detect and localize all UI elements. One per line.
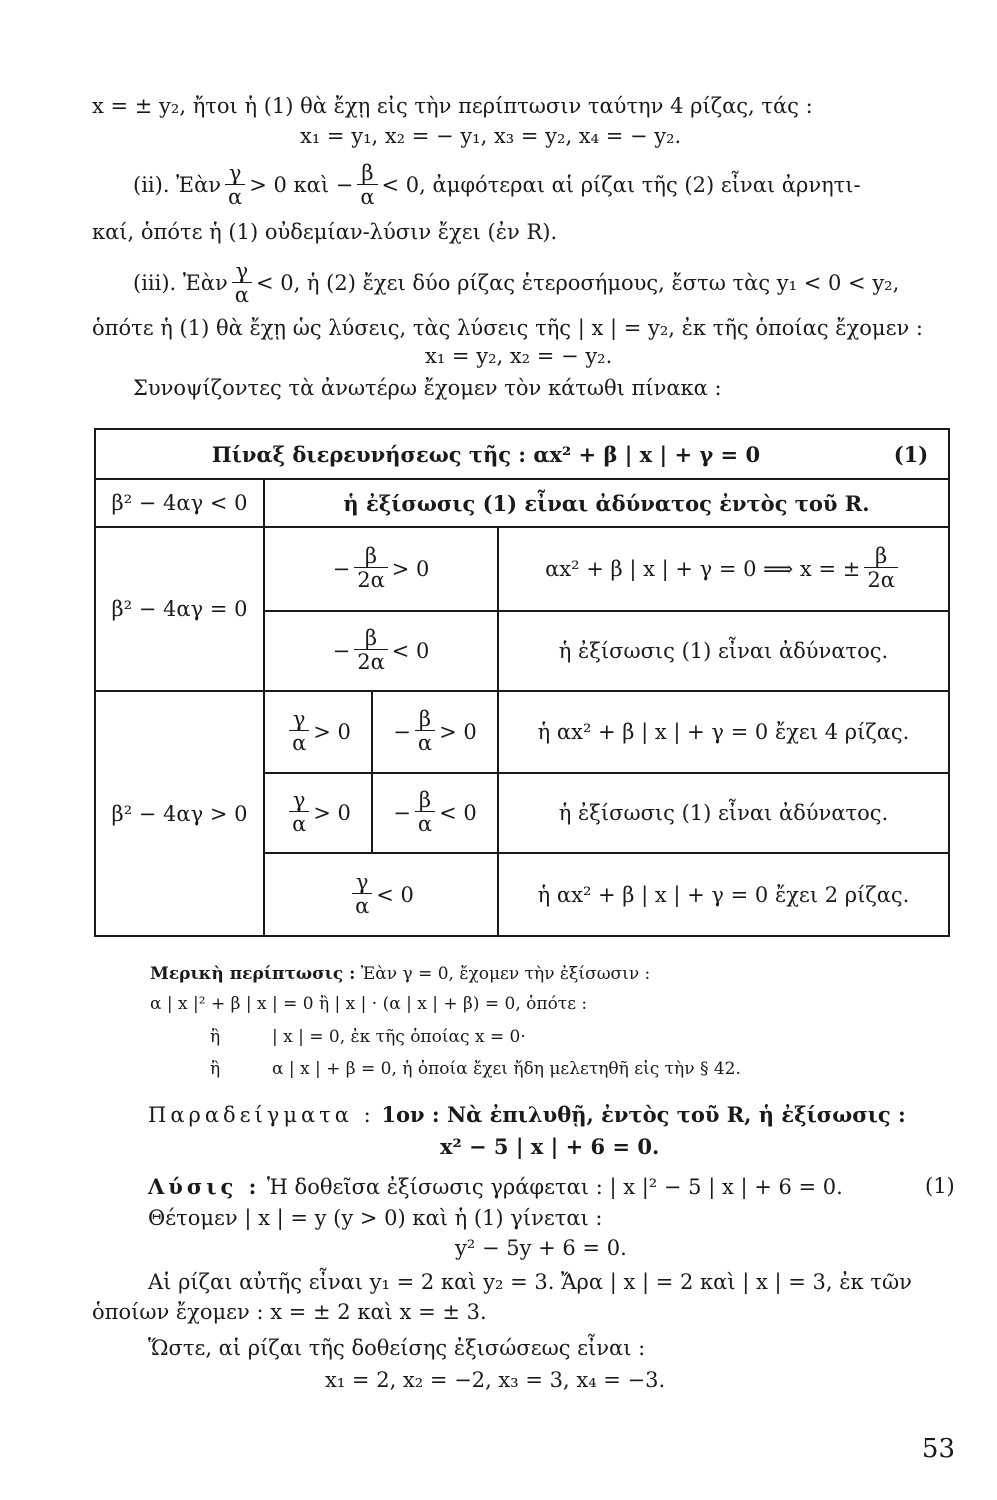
text-line: | x | = 0, ἐκ τῆς ὁποίας x = 0· — [272, 1027, 526, 1047]
numerator: γ — [292, 788, 306, 813]
sign: − — [393, 720, 411, 744]
case-label: (iii). Ἐὰν — [133, 271, 228, 296]
text-line: α | x | + β = 0, ἡ ὁποία ἔχει ἤδη μελετηθῆ εἰς τὴν § 42. — [272, 1059, 741, 1079]
relation: < 0 — [376, 882, 414, 907]
relation: > 0 — [313, 720, 351, 744]
numerator: γ — [228, 161, 242, 185]
numerator: β — [364, 626, 378, 651]
denominator: α — [352, 893, 372, 918]
roots-line: x₁ = y₁, x₂ = − y₁, x₃ = y₂, x₄ = − y₂. — [300, 124, 682, 148]
numerator: β — [875, 544, 888, 569]
table-subcondition — [373, 692, 497, 772]
numerator: β — [418, 707, 432, 732]
table-condition: β² − 4αγ = 0 — [111, 597, 248, 621]
table-result: ἡ αx² + β | x | + γ = 0 ἔχει 2 ρίζας. — [537, 882, 910, 907]
relation: < 0 — [439, 801, 477, 825]
fraction — [354, 545, 388, 592]
text-line: καί, ὁπότε ἡ (1) οὐδεμίαν-λύσιν ἔχει (ἐν R). — [92, 220, 558, 244]
text-line: x = ± y₂, ἤτοι ἡ (1) θὰ ἔχῃ εἰς τὴν περίπτωσιν ταύτην 4 ρίζας, τάς : — [92, 94, 813, 118]
table-subcondition — [373, 774, 497, 852]
fraction — [864, 545, 898, 592]
case-iii-line — [133, 260, 899, 307]
denominator: α — [415, 811, 435, 836]
table-result: ἡ ἐξίσωσις (1) εἶναι ἀδύνατος. — [558, 801, 889, 825]
numerator: γ — [292, 707, 306, 732]
numerator: β — [361, 161, 374, 185]
table-title-ref: (1) — [893, 441, 929, 467]
fraction — [357, 162, 377, 209]
table-result — [499, 528, 948, 610]
denominator: α — [289, 811, 309, 836]
numerator: γ — [355, 869, 369, 894]
numerator: γ — [235, 259, 249, 283]
sign: − — [332, 639, 351, 663]
denominator: α — [415, 730, 435, 755]
solution-line — [148, 1176, 843, 1198]
text-line: Ὥστε, αἱ ρίζαι τῆς δοθείσης ἐξισώσεως εἶναι : — [148, 1336, 646, 1360]
case-ii-line — [133, 162, 861, 209]
numerator: β — [418, 788, 432, 813]
table-subcondition — [265, 612, 497, 690]
examples-heading: Παραδείγματα : — [148, 1103, 375, 1127]
relation: > 0 — [391, 557, 430, 581]
text-span: < 0, ἡ (2) ἔχει δύο ρίζας ἑτεροσήμους, ἔστω τὰς y₁ < 0 < y₂, — [255, 271, 900, 296]
fraction — [289, 708, 309, 755]
numerator: β — [364, 544, 378, 569]
table-result: ἡ αx² + β | x | + γ = 0 ἔχει 4 ρίζας. — [537, 720, 910, 744]
page-number: 53 — [921, 1434, 955, 1464]
table-border — [94, 935, 950, 937]
relation: > 0 — [439, 720, 477, 744]
table-border — [948, 428, 950, 937]
equation: x² − 5 | x | + 6 = 0. — [440, 1134, 660, 1159]
examples-line — [148, 1104, 906, 1126]
text-span: ἢ — [210, 1027, 221, 1047]
sign: − — [393, 801, 411, 825]
roots-line: x₁ = y₂, x₂ = − y₂. — [425, 344, 613, 368]
fraction — [354, 627, 388, 674]
denominator: α — [357, 184, 377, 209]
table-result: ἡ ἐξίσωσις (1) εἶναι ἀδύνατος. — [558, 639, 889, 663]
equation-ref: (1) — [925, 1174, 955, 1198]
denominator: α — [232, 282, 252, 307]
fraction — [352, 871, 372, 918]
table-subcondition — [265, 528, 497, 610]
fraction — [415, 708, 435, 755]
table-title: Πίναξ διερευνήσεως τῆς : αx² + β | x | + γ = 0 — [211, 441, 761, 467]
table-subcondition — [265, 774, 371, 852]
text-line: Θέτομεν | x | = y (y > 0) καὶ ἡ (1) γίνεται : — [148, 1206, 603, 1230]
relation: < 0 — [391, 639, 430, 663]
fraction — [232, 260, 252, 307]
table-subcondition — [265, 854, 497, 935]
text-span: > 0 καὶ − — [249, 173, 354, 198]
special-case-line — [150, 966, 650, 983]
text-span: Ἡ δοθεῖσα ἐξίσωσις γράφεται : | x |² − 5 | x | + 6 = 0. — [267, 1175, 843, 1199]
denominator: 2α — [354, 567, 388, 592]
text-line: Αἱ ρίζαι αὐτῆς εἶναι y₁ = 2 καὶ y₂ = 3. Ἄρα | x | = 2 καὶ | x | = 3, ἐκ τῶν — [148, 1270, 912, 1294]
denominator: 2α — [354, 649, 388, 674]
text-line: α | x |² + β | x | = 0 ἢ | x | · (α | x | + β) = 0, ὁπότε : — [150, 994, 588, 1014]
case-label: (ii). Ἐὰν — [133, 173, 222, 198]
roots-line: x₁ = 2, x₂ = −2, x₃ = 3, x₄ = −3. — [325, 1368, 666, 1392]
table-condition: β² − 4αγ < 0 — [111, 491, 248, 515]
special-case-heading: Μερικὴ περίπτωσις : — [150, 964, 356, 984]
sign: − — [332, 557, 351, 581]
table-result: ἡ ἐξίσωσις (1) εἶναι ἀδύνατος ἐντὸς τοῦ R. — [343, 490, 870, 516]
denominator: α — [289, 730, 309, 755]
text-span: < 0, ἀμφότεραι αἱ ρίζαι τῆς (2) εἶναι ἀρνητι- — [381, 173, 861, 198]
relation: > 0 — [313, 801, 351, 825]
table-condition: β² − 4αγ > 0 — [111, 801, 248, 826]
fraction — [415, 789, 435, 836]
summary-line: Συνοψίζοντες τὰ ἀνωτέρω ἔχομεν τὸν κάτωθι πίνακα : — [133, 376, 722, 400]
text-line: ὁποίων ἔχομεν : x = ± 2 καὶ x = ± 3. — [92, 1300, 487, 1324]
table-subcondition — [265, 692, 371, 772]
denominator: 2α — [864, 567, 898, 592]
text-span: Ἐὰν γ = 0, ἔχομεν τὴν ἐξίσωσιν : — [360, 964, 651, 984]
text-span: ἢ — [210, 1059, 221, 1079]
solution-heading: Λύσις : — [148, 1174, 261, 1199]
denominator: α — [225, 184, 245, 209]
fraction — [289, 789, 309, 836]
text-line: ὁπότε ἡ (1) θὰ ἔχῃ ὡς λύσεις, τὰς λύσεις τῆς | x | = y₂, ἐκ τῆς ὁποίας ἔχομεν : — [92, 316, 923, 340]
equation: y² − 5y + 6 = 0. — [455, 1236, 627, 1260]
fraction — [225, 162, 245, 209]
text-span: 1ον : Νὰ ἐπιλυθῇ, ἐντὸς τοῦ R, ἡ ἐξίσωσις : — [381, 1102, 906, 1127]
text-span: αx² + β | x | + γ = 0 ⟹ x = ± — [545, 557, 861, 581]
